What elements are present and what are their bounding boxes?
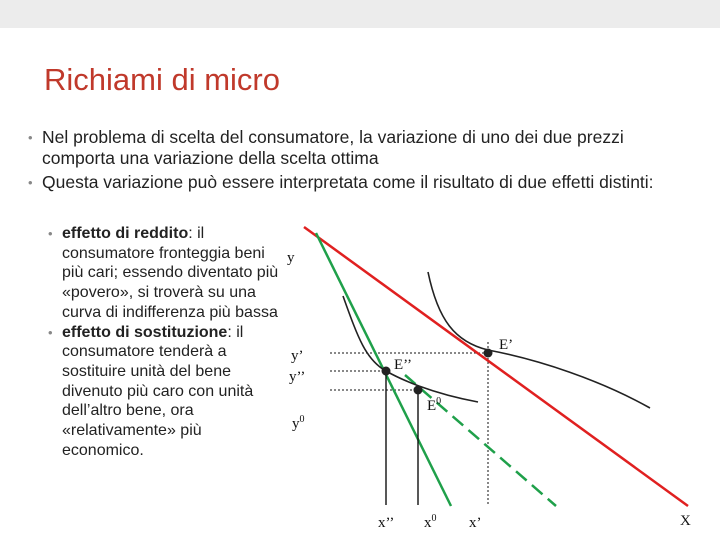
indifference-curve-low (343, 296, 478, 402)
sub-bullet-body: il consumatore fronteggia beni più cari; essendo diventato più «povero», si troverà su una curva di indifferenza più bassa (62, 225, 279, 321)
e-prime-label: E’ (499, 337, 514, 353)
equilibrium-point-e-prime (484, 349, 493, 358)
y-prime-label: y’ (291, 348, 304, 364)
y-axis-label: y (287, 250, 295, 266)
x0-label (424, 513, 437, 531)
y0-label-sup: 0 (299, 414, 305, 425)
sub-bullet-heading: effetto di sostituzione (62, 323, 228, 341)
sub-bullet-separator: : (227, 323, 232, 341)
equilibrium-point-e-double-prime (382, 367, 391, 376)
slide-title: Richiami di micro (44, 62, 280, 97)
bullet-dot-icon: • (28, 130, 33, 145)
y0-label-base: y (292, 416, 300, 432)
y-double-prime-label: y’’ (289, 369, 306, 385)
y0-label (292, 414, 305, 432)
e-double-prime-label: E’’ (394, 357, 413, 373)
bullet-dot-icon: • (48, 226, 53, 241)
x-axis-label: X (680, 513, 691, 529)
e0-label-base: E (427, 398, 437, 414)
e0-label-sup: 0 (436, 396, 442, 407)
x0-label-base: x (424, 515, 432, 531)
e0-label (427, 396, 441, 414)
bullet-dot-icon: • (28, 175, 33, 190)
bullet-text: Nel problema di scelta del consumatore, la variazione di uno dei due prezzi comporta una variazione della scelta ottima (42, 127, 624, 168)
x-double-prime-label: x’’ (378, 515, 395, 531)
x0-label-sup: 0 (431, 513, 437, 524)
bullet-dot-icon: • (48, 324, 53, 340)
red-budget-line (304, 227, 688, 506)
bullet-text: Questa variazione può essere interpretata come il risultato di due effetti distinti: (42, 172, 654, 192)
sub-bullet-body: il consumatore tenderà a sostituire unità del bene divenuto più caro con unità dell’altro bene, ora «relativamente» più economico. (62, 323, 254, 459)
sub-bullet-separator: : (188, 225, 193, 242)
x-prime-label: x’ (469, 515, 482, 531)
equilibrium-point-e0 (414, 386, 423, 395)
sub-bullet-heading: effetto di reddito (62, 225, 189, 242)
